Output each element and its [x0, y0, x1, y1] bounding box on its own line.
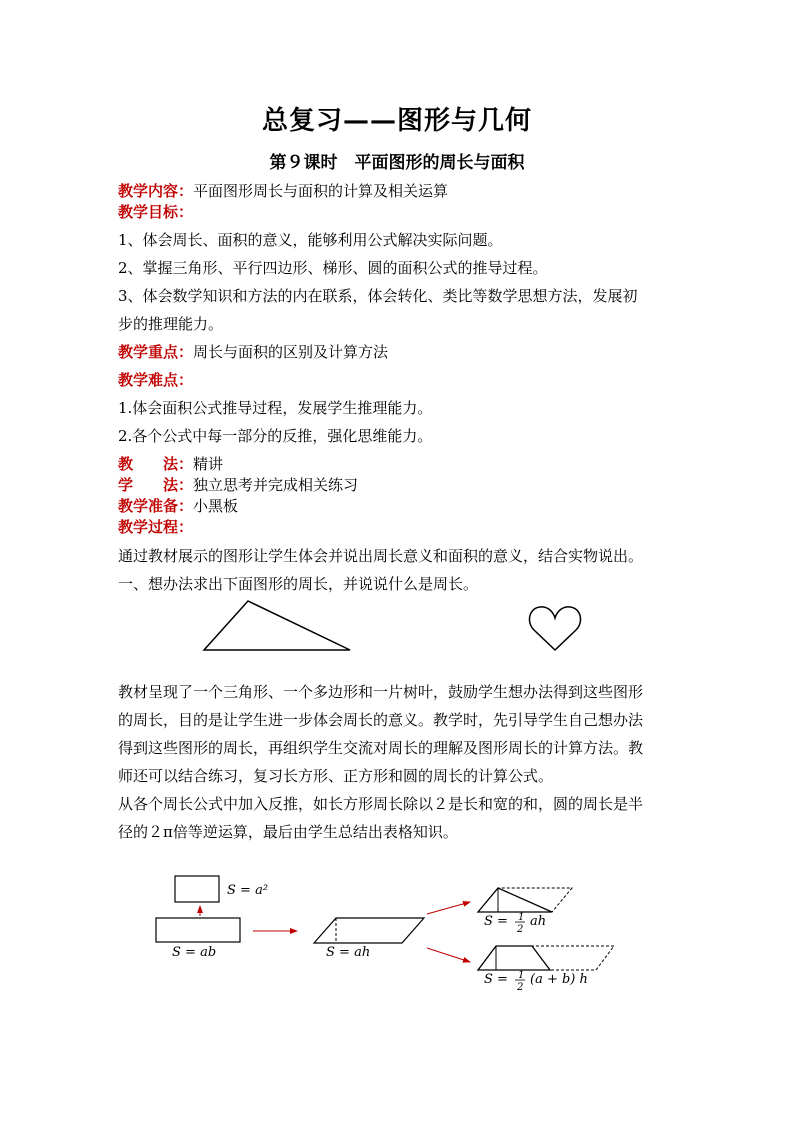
content-line — [118, 180, 448, 201]
derivation-triangle-shape — [478, 888, 552, 912]
triangle-half-denominator: 2 — [517, 924, 524, 935]
difficulty-label: 教学难点： — [118, 371, 194, 389]
triangle-formula-prefix: S = — [484, 914, 508, 929]
trapezoid-doubled-outline — [478, 946, 614, 970]
rectangle-shape — [156, 918, 240, 942]
triangle-shape — [204, 601, 350, 650]
focus-label: 教学重点： — [118, 343, 194, 361]
parallelogram-formula: S = ah — [326, 945, 371, 960]
teach-method-label: 教 法： — [118, 455, 194, 473]
goal-item-1: 1、体会周长、面积的意义，能够利用公式解决实际问题。 — [118, 231, 503, 249]
goal-item-3: 3、体会数学知识和方法的内在联系，体会转化、类比等数学思想方法，发展初 — [118, 287, 638, 305]
difficulty-line — [118, 369, 193, 390]
intro-text: 通过教材展示的图形让学生体会并说出周长意义和面积的意义，结合实物说出。 — [118, 547, 644, 565]
prep-line — [118, 495, 238, 516]
triangle-formula-suffix: ah — [530, 914, 547, 929]
content-text: 平面图形周长与面积的计算及相关运算 — [193, 182, 449, 200]
prep-text: 小黑板 — [193, 497, 239, 515]
focus-text: 周长与面积的区别及计算方法 — [193, 343, 389, 361]
paragraph-2-line: 径的２π倍等逆运算，最后由学生总结出表格知识。 — [118, 823, 458, 841]
process-line — [118, 516, 193, 537]
goals-label: 教学目标： — [118, 203, 194, 221]
paragraph-1-line: 的周长，目的是让学生进一步体会周长的意义。教学时，先引导学生自己想办法 — [118, 711, 644, 729]
paragraph-2-line: 从各个周长公式中加入反推，如长方形周长除以２是长和宽的和，圆的周长是半 — [118, 795, 644, 813]
goal-item-3-cont: 步的推理能力。 — [118, 315, 224, 333]
triangle-figure — [200, 598, 360, 656]
prep-label: 教学准备： — [118, 497, 194, 515]
content-label: 教学内容： — [118, 182, 194, 200]
task1-text: 一、想办法求出下面图形的周长，并说说什么是周长。 — [118, 575, 479, 593]
square-formula: S = a² — [227, 883, 269, 898]
trapezoid-half-denominator: 2 — [517, 982, 524, 993]
teach-method-line — [118, 453, 223, 474]
paragraph-2 — [118, 790, 678, 846]
derivation-trapezoid-shape — [478, 946, 550, 970]
paragraph-1-line: 教材呈现了一个三角形、一个多边形和一片树叶，鼓励学生想办法得到这些图形 — [118, 683, 644, 701]
arrow-to-trapezoid-icon — [427, 948, 470, 962]
goal-item-2: 2、掌握三角形、平行四边形、梯形、圆的面积公式的推导过程。 — [118, 259, 548, 277]
difficulty-item-2: 2.各个公式中每一部分的反推，强化思维能力。 — [118, 427, 433, 445]
learn-method-line — [118, 474, 358, 495]
difficulty-item-1: 1.体会面积公式推导过程，发展学生推理能力。 — [118, 399, 433, 417]
trapezoid-formula-suffix: (a + b) h — [530, 972, 588, 987]
paragraph-1-line: 师还可以结合练习，复习长方形、正方形和圆的周长的计算公式。 — [118, 767, 554, 785]
triangle-half-numerator: 1 — [518, 912, 525, 923]
paragraph-1-line: 得到这些图形的周长，再组织学生交流对周长的理解及图形周长的计算方法。教 — [118, 739, 644, 757]
learn-method-label: 学 法： — [118, 476, 194, 494]
trapezoid-half-numerator: 1 — [518, 970, 525, 981]
heart-shape — [529, 607, 580, 650]
goals-line — [118, 201, 193, 222]
trapezoid-formula-prefix: S = — [484, 972, 508, 987]
rectangle-formula: S = ab — [172, 945, 217, 960]
heart-figure — [525, 598, 585, 656]
learn-method-text: 独立思考并完成相关练习 — [193, 476, 359, 494]
paragraph-1 — [118, 678, 678, 790]
focus-line — [118, 341, 388, 362]
page-title: 总复习——图形与几何 — [261, 106, 532, 136]
teach-method-text: 精讲 — [193, 455, 224, 473]
area-derivation-diagram — [150, 868, 620, 993]
process-label: 教学过程： — [118, 518, 194, 536]
parallelogram-shape — [314, 918, 424, 943]
arrow-to-triangle-icon — [427, 902, 470, 914]
lesson-subtitle: 第９课时 平面图形的周长与面积 — [269, 153, 525, 173]
square-shape — [175, 876, 219, 902]
